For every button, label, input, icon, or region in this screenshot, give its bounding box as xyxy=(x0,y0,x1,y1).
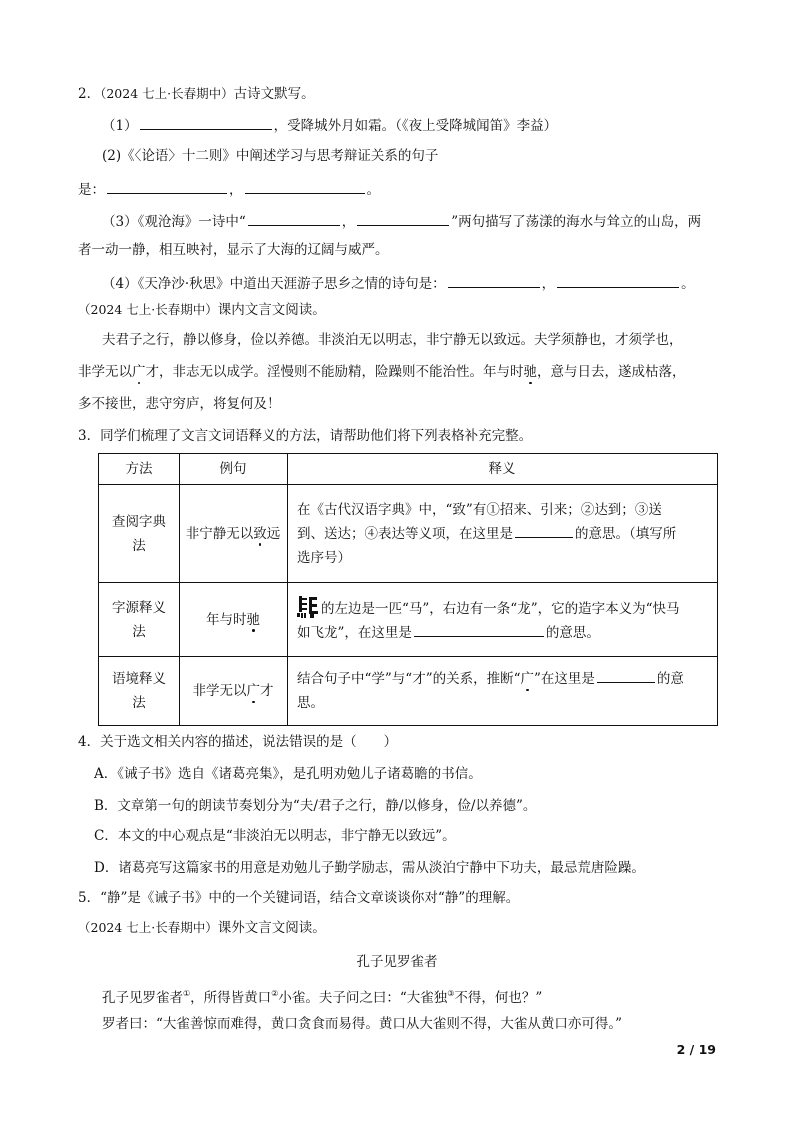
table-row3-method: 语境释义 法 xyxy=(112,671,166,711)
q2-heading: 2．（2024 七上·长春期中）古诗文默写。 xyxy=(78,86,315,102)
q2-item4: （4）《天净沙·秋思》中道出天涯游子思乡之情的诗句是： ， 。 xyxy=(102,272,716,294)
q4-option-c[interactable]: C．本文的中心观点是“非淡泊无以明志，非宁静无以致远”。 xyxy=(94,828,456,844)
q3-heading: 3．同学们梳理了文言文词语释义的方法，请帮助他们将下列表格补充完整。 xyxy=(78,428,533,444)
reading1-para-line1: 夫君子之行，静以修身，俭以养德。非淡泊无以明志，非宁静无以致远。夫学须静也，才须学也， xyxy=(102,332,683,348)
reading2-para-line2: 罗者曰：“大雀善惊而难得，黄口贪食而易得。黄口从大雀则不得，大雀从黄口亦可得。” xyxy=(102,1016,623,1032)
page-number: 2 / 19 xyxy=(676,1042,716,1057)
answer-blank[interactable] xyxy=(597,667,655,683)
definition-table xyxy=(98,453,718,726)
answer-blank[interactable] xyxy=(248,210,340,226)
table-row3-example: 非学无以广才 xyxy=(192,683,274,699)
answer-blank[interactable] xyxy=(448,272,540,288)
reading1-para-line2: 非学无以广才，非志无以成学。淫慢则不能励精，险躁则不能治性。年与时驰，意与日去，遂成枯落， xyxy=(78,364,686,380)
answer-blank[interactable] xyxy=(414,621,544,637)
answer-blank[interactable] xyxy=(245,178,365,194)
q5-heading: 5．“静”是《诫子书》中的一个关键词语，结合文章谈谈你对“静”的理解。 xyxy=(78,890,520,906)
table-row2-example: 年与时驰 xyxy=(206,611,260,628)
q2-item3: （3）《观沧海》一诗中“ ， ”两句描写了荡漾的海水与耸立的山岛，两 xyxy=(102,210,716,232)
table-row1-explanation: 在《古代汉语字典》中，“致”有①招来、引来；②达到；③送 到、送达；④表达等义项，在这里是 的意思。（填写所 选序号） xyxy=(297,501,677,566)
q4-option-d[interactable]: D．诸葛亮写这篇家书的用意是劝勉儿子勤学励志，需从淡泊宁静中下功夫，最忌荒唐险躁。 xyxy=(94,860,645,876)
answer-blank[interactable] xyxy=(107,178,227,194)
q2-item2-cont: 是： ， 。 xyxy=(78,178,716,200)
answer-blank[interactable] xyxy=(357,210,449,226)
passage-title: 孔子见罗雀者 xyxy=(356,954,438,970)
table-row1-method: 查阅字典 法 xyxy=(112,513,166,554)
table-header-explanation: 释义 xyxy=(488,461,516,477)
q2-item2: (2)《〈论语〉十二则》中阐述学习与思考辩证关系的句子 xyxy=(102,148,439,164)
table-row2-explanation: 的左边是一匹“马”，右边有一条“龙”，它的造字本义为“快马 如飞龙”，在这里是 的意思。 xyxy=(287,583,717,656)
table-row3-explanation: 结合句子中“学”与“才”的关系，推断“广”在这里是 的意 思。 xyxy=(287,657,717,725)
q4-option-b[interactable]: B．文章第一句的朗读节奏划分为“夫/君子之行，静/以修身，俭/以养德”。 xyxy=(94,798,537,814)
q2-item3-cont: 者一动一静，相互映衬，显示了大海的辽阔与威严。 xyxy=(78,242,389,258)
answer-blank[interactable] xyxy=(557,272,679,288)
q4-heading: 4．关于选文相关内容的描述，说法错误的是（ ） xyxy=(78,734,398,750)
table-row2-method: 字源释义 法 xyxy=(112,599,166,640)
q2-item1: （1） ，受降城外月如霜。（《夜上受降城闻笛》李益） xyxy=(102,114,716,136)
reading1-para-line3: 多不接世，悲守穷庐，将复何及！ xyxy=(78,396,281,412)
ancient-character-chi-icon xyxy=(297,595,319,619)
reading2-para-line1: 孔子见罗雀者①，所得皆黄口②小雀。夫子问之曰：“大雀独③不得，何也？” xyxy=(102,989,543,1006)
table-header-method: 方法 xyxy=(125,461,153,477)
answer-blank[interactable] xyxy=(515,522,573,538)
table-row1-example: 非宁静无以致远 xyxy=(185,525,281,542)
reading2-heading: （2024 七上·长春期中）课外文言文阅读。 xyxy=(78,920,326,936)
reading1-heading: （2024 七上·长春期中）课内文言文阅读。 xyxy=(78,302,326,318)
q4-option-a[interactable]: A．《诫子书》选自《诸葛亮集》，是孔明劝勉儿子诸葛瞻的书信。 xyxy=(94,766,482,782)
table-header-example: 例句 xyxy=(219,461,247,477)
answer-blank[interactable] xyxy=(140,114,272,130)
